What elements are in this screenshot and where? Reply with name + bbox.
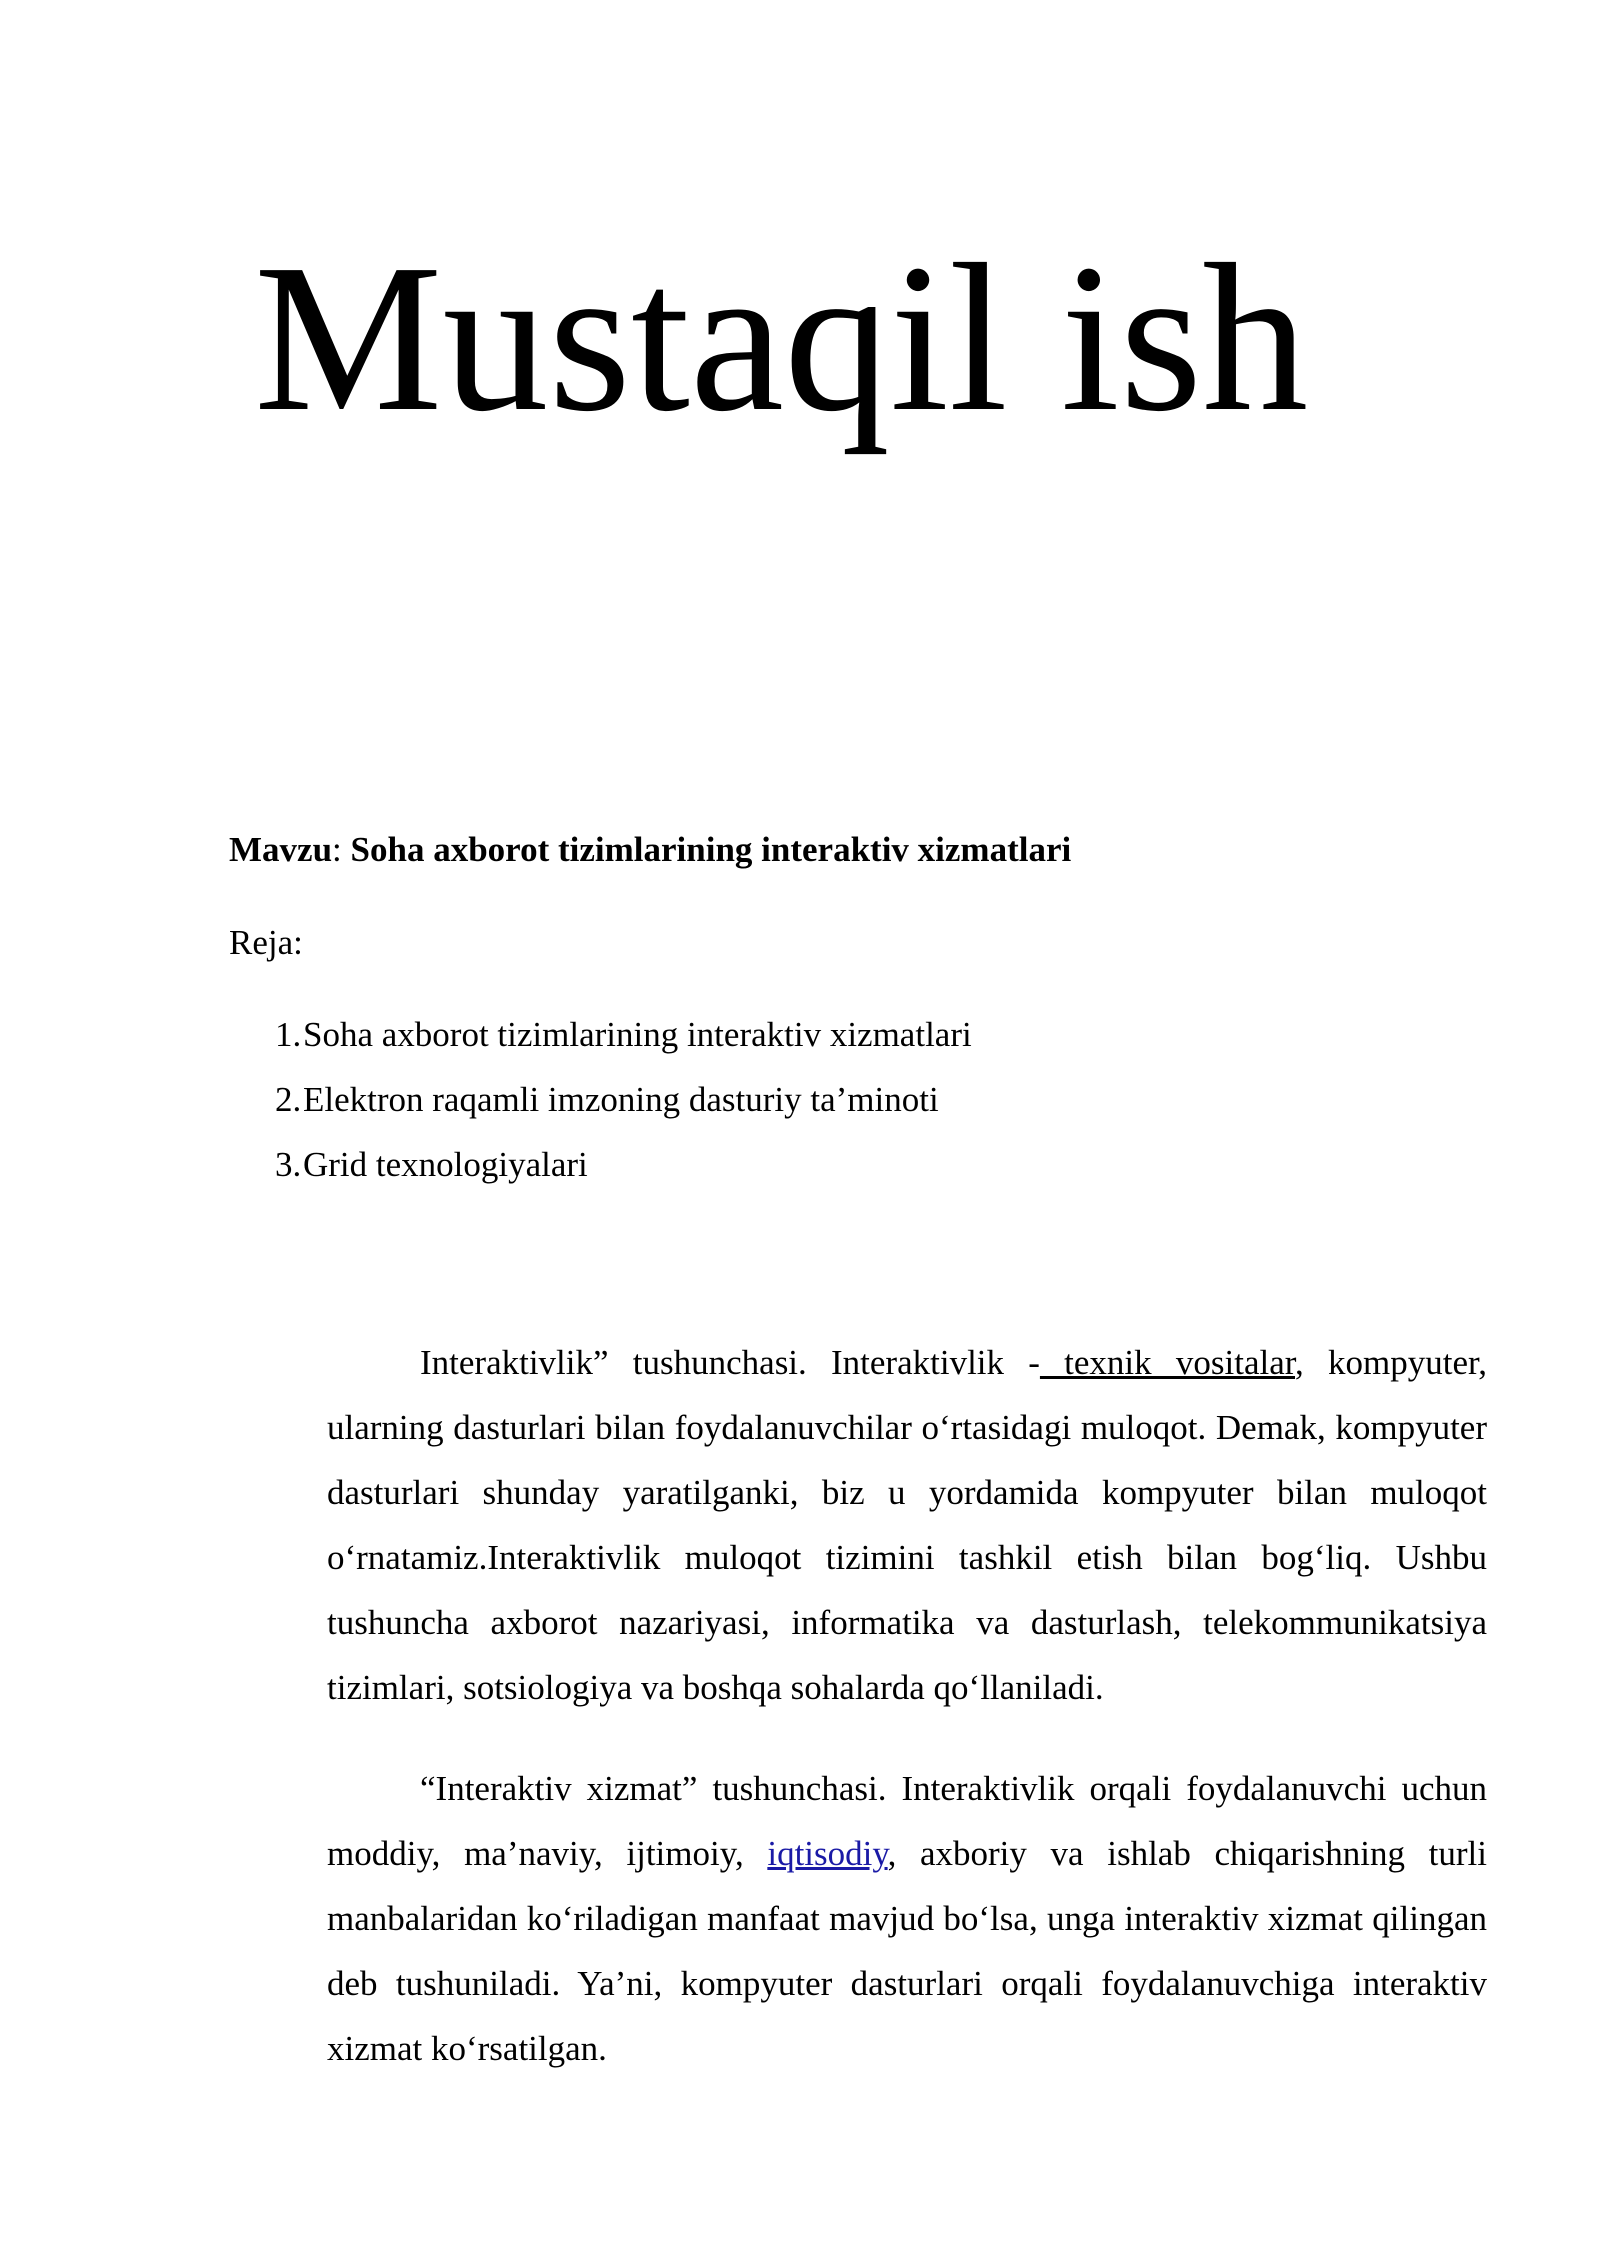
- page-title: Mustaqil ish: [254, 220, 1309, 455]
- plan-item-text: Grid texnologiyalari: [303, 1145, 588, 1184]
- topic-value: Soha axborot tizimlarining interaktiv xizmatlari: [350, 830, 1072, 869]
- underlined-term: texnik vositalar: [1039, 1343, 1296, 1382]
- paragraph-interaktivlik: [327, 1330, 1487, 1720]
- iqtisodiy-link[interactable]: iqtisodiy: [767, 1834, 888, 1873]
- plan-item: [229, 1009, 972, 1074]
- topic-separator: :: [332, 830, 351, 869]
- plan-item-number: 1.: [275, 1015, 302, 1054]
- plan-item: [229, 1139, 972, 1204]
- plan-item: [229, 1074, 972, 1139]
- topic-label: Mavzu: [229, 830, 333, 869]
- paragraph-text: , kompyuter, ularning dasturlari bilan foydalanuvchilar o‘rtasidagi muloqot. Demak, kompyuter dasturlari shunday yaratilganki, biz u yordamida kompyuter bilan muloqot o‘rnatamiz.Interaktivlik muloqot tizimini tashkil etish bilan bog‘liq. Ushbu tushuncha axborot nazariyasi, informatika va dasturlash, telekommunikatsiya tizimlari, sotsiologiya va boshqa sohalarda qo‘llaniladi.: [327, 1343, 1487, 1707]
- plan-label: Reja:: [229, 923, 303, 962]
- paragraph-text: Interaktivlik” tushunchasi. Interaktivlik -: [420, 1343, 1040, 1382]
- plan-list: [229, 1009, 972, 1204]
- paragraph-text: “Interaktiv xizmat” tushunchasi. Interaktivlik orqali foydalanuvchi uchun moddiy, ma’naviy, ijtimoiy,: [327, 1769, 1487, 1873]
- plan-item-text: Soha axborot tizimlarining interaktiv xizmatlari: [303, 1015, 972, 1054]
- plan-item-number: 2.: [275, 1080, 302, 1119]
- paragraph-interaktiv-xizmat: [327, 1756, 1487, 2081]
- topic-line: [229, 824, 1071, 876]
- plan-item-number: 3.: [275, 1145, 302, 1184]
- plan-item-text: Elektron raqamli imzoning dasturiy ta’minoti: [303, 1080, 939, 1119]
- paragraph-text: , axboriy va ishlab chiqarishning turli manbalaridan ko‘riladigan manfaat mavjud bo‘lsa, unga interaktiv xizmat qilingan deb tushuniladi. Ya’ni, kompyuter dasturlari orqali foydalanuvchiga interaktiv xizmat ko‘rsatilgan.: [327, 1834, 1487, 2068]
